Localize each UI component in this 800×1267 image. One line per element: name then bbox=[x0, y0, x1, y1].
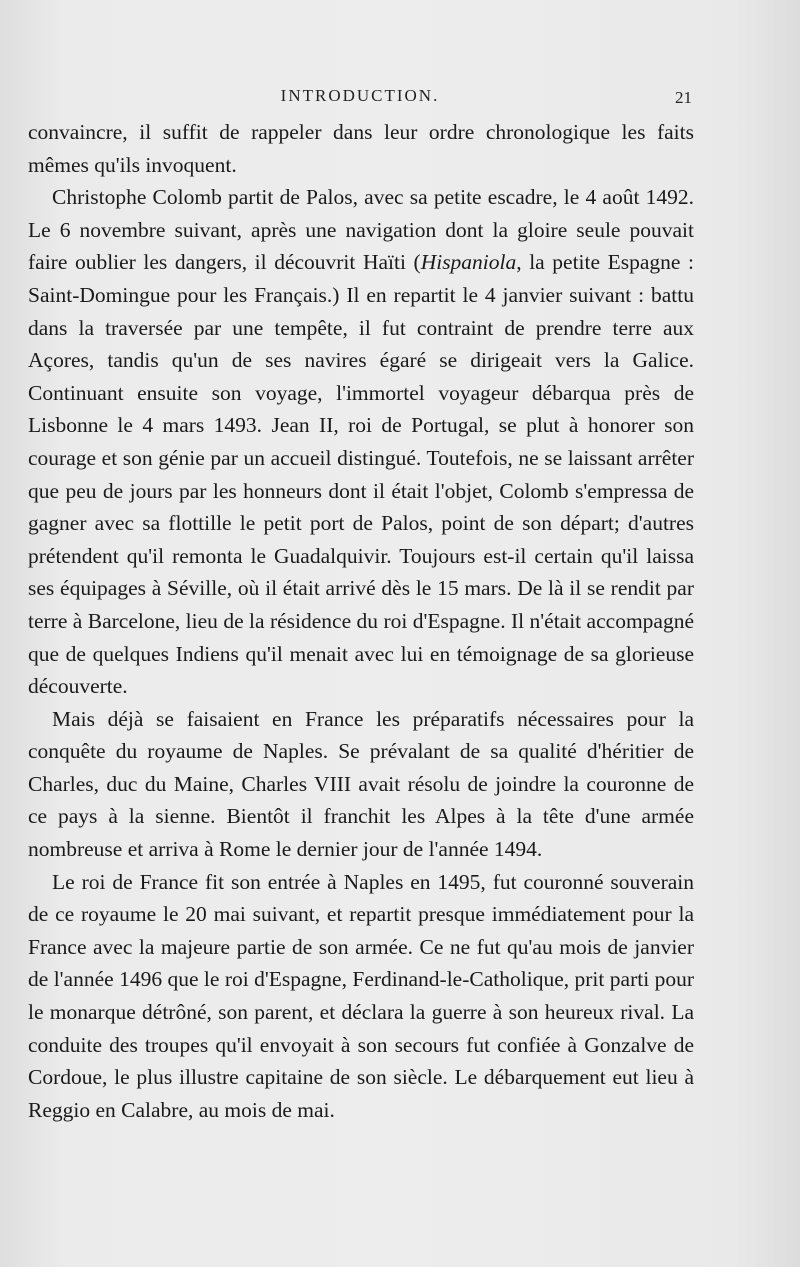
italic-hispaniola: Hispaniola bbox=[420, 250, 517, 275]
paragraph-roi-de-france: Le roi de France fit son entrée à Naples en 1495, fut couronné souverain de ce royaume le 20 mai suivant, et repartit presque immédiatement pour la France avec la majeure partie de son armée. Ce ne fut qu'au mois de janvier de l'année 1496 que le roi d'Espagne, Ferdinand-le-Catholique, prit parti pour le monarque détrôné, son parent, et déclara la guerre à son heureux rival. La conduite des troupes qu'il envoyait à son secours fut confiée à Gonzalve de Cordoue, le plus illustre capitaine de son siècle. Le débarquement eut lieu à Reggio en Calabre, au mois de mai. bbox=[28, 869, 694, 1122]
running-title: INTRODUCTION. bbox=[280, 86, 440, 105]
running-head bbox=[0, 86, 800, 110]
page-number: 21 bbox=[675, 88, 692, 107]
paragraph-continuation: convaincre, il suffit de rappeler dans leur ordre chronologique les faits mêmes qu'ils invoquent. bbox=[28, 120, 694, 177]
paragraph-naples: Mais déjà se faisaient en France les préparatifs nécessaires pour la conquête du royaume de Naples. Se prévalant de sa qualité d'héritier de Charles, duc du Maine, Charles VIII avait résolu de joindre la couronne de ce pays à la sienne. Bientôt il franchit les Alpes à la tête d'une armée nombreuse et arriva à Rome le dernier jour de l'année 1494. bbox=[28, 706, 694, 862]
paragraph-colomb: Christophe Colomb partit de Palos, avec sa petite escadre, le 4 août 1492. Le 6 novembre suivant, après une navigation dont la gloire seule pouvait faire oublier les dangers, il découvrit Haïti (Hispaniola, la petite Espagne : Saint-Domingue pour les Français.) Il en repartit le 4 janvier suivant : battu dans la traversée par une tempête, il fut contraint de prendre terre aux Açores, tandis qu'un de ses navires égaré se dirigeait vers la Galice. Continuant ensuite son voyage, l'immortel voyageur débarqua près de Lisbonne le 4 mars 1493. Jean II, roi de Portugal, se plut à honorer son courage et son génie par un accueil distingué. Toutefois, ne se laissant arrêter que peu de jours par les honneurs dont il était l'objet, Colomb s'empressa de gagner avec sa flottille le petit port de Palos, point de son départ; d'autres prétendent qu'il remonta le Guadalquivir. Toujours est-il certain qu'il laissa ses équipages à Séville, où il était arrivé dès le 15 mars. De là il se rendit par terre à Barcelone, lieu de la résidence du roi d'Espagne. Il n'était accompagné que de quelques Indiens qu'il menait avec lui en témoignage de sa glorieuse découverte. bbox=[28, 185, 694, 699]
body-text bbox=[28, 116, 694, 1126]
